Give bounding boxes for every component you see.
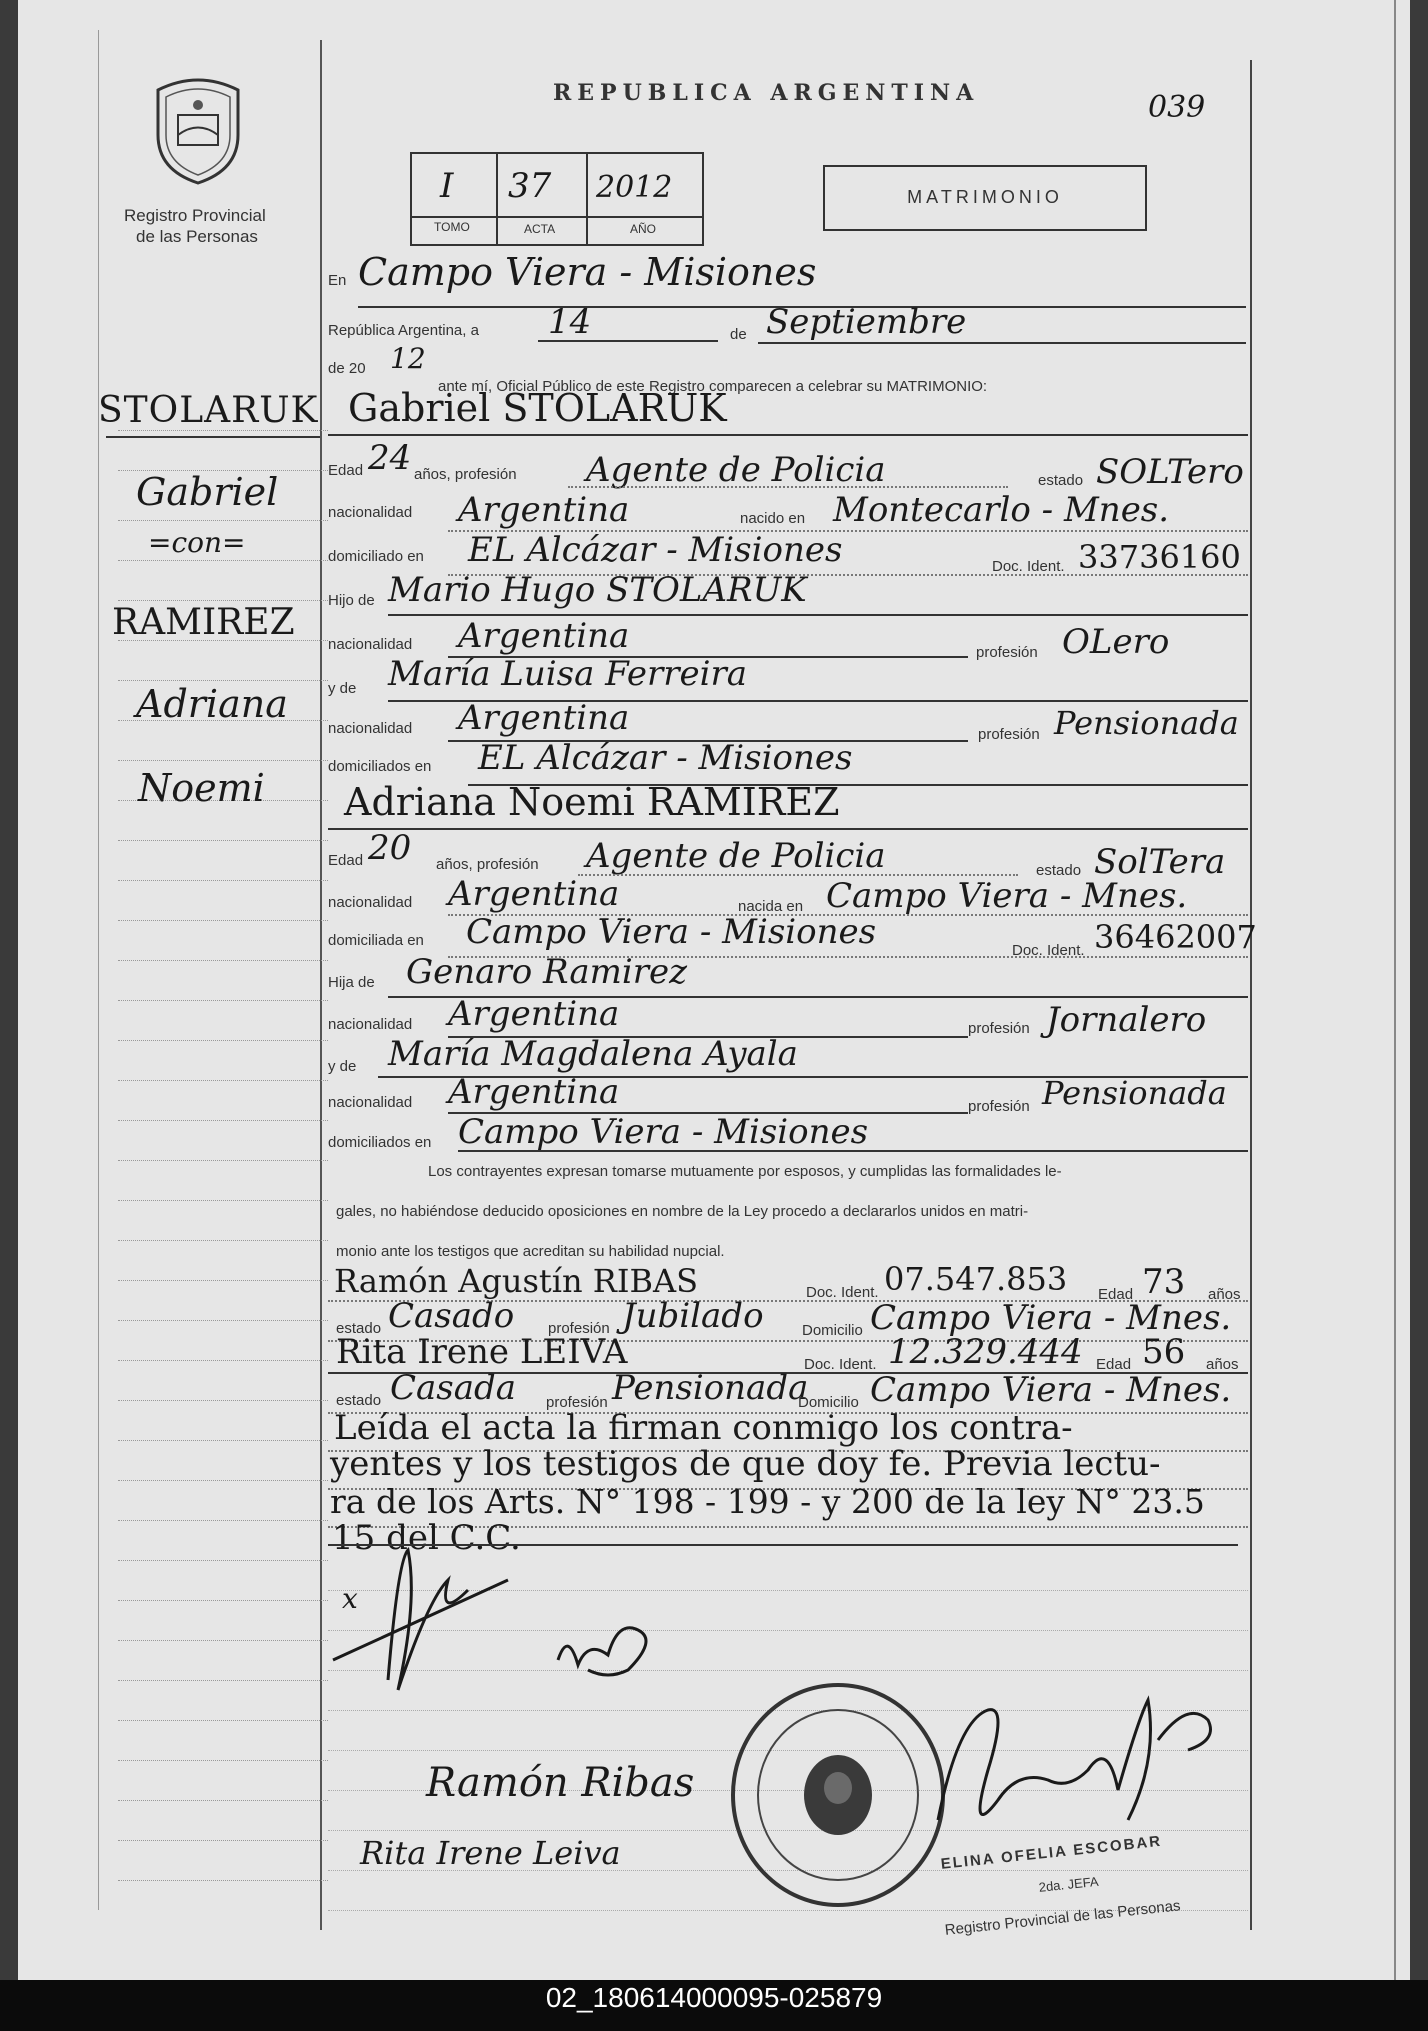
label-estado-2: estado bbox=[1036, 862, 1082, 879]
signature-mark-x: x bbox=[342, 1582, 358, 1615]
c2-age: 20 bbox=[368, 828, 412, 868]
c1-marital-status: SOLTero bbox=[1096, 452, 1244, 492]
signature-witness-2: Rita Irene Leiva bbox=[360, 1834, 621, 1872]
label-doc-ident-w1: Doc. Ident. bbox=[806, 1284, 879, 1301]
margin-surname-2: RAMIREZ bbox=[112, 602, 295, 643]
gutter-line bbox=[1394, 0, 1396, 1980]
country-heading: REPUBLICA ARGENTINA bbox=[553, 80, 980, 106]
c2-marital-status: SolTera bbox=[1094, 842, 1226, 882]
registry-name-line2: de las Personas bbox=[136, 227, 258, 246]
label-nacionalidad-c1-padre: nacionalidad bbox=[328, 636, 413, 653]
label-domicilio-w1: Domicilio bbox=[802, 1322, 863, 1339]
label-anos-w2: años bbox=[1206, 1356, 1239, 1373]
closing-line-2: yentes y los testigos de que doy fe. Previa lectu- bbox=[330, 1444, 1161, 1484]
c1-profession: Agente de Policia bbox=[586, 450, 886, 490]
c1-document-number: 33736160 bbox=[1078, 538, 1241, 576]
signature-contrayente-1 bbox=[328, 1540, 528, 1700]
margin-name-2: Adriana bbox=[136, 682, 288, 726]
label-profesion-c1-padre: profesión bbox=[976, 644, 1038, 661]
label-edad-w2: Edad bbox=[1096, 1356, 1132, 1373]
margin-con: =con= bbox=[148, 526, 246, 559]
contrayente-1-name: Gabriel STOLARUK bbox=[348, 386, 727, 430]
label-profesion-c1-madre: profesión bbox=[978, 726, 1040, 743]
label-profesion-c2-madre: profesión bbox=[968, 1098, 1030, 1115]
c1-domicile: EL Alcázar - Misiones bbox=[468, 530, 843, 570]
label-domiciliada-en: domiciliada en bbox=[328, 932, 424, 949]
signature-witness-1: Ramón Ribas bbox=[426, 1760, 695, 1806]
document-type-label: MATRIMONIO bbox=[907, 187, 1063, 207]
witness-1-name: Ramón Agustín RIBAS bbox=[334, 1262, 699, 1300]
label-estado-w1: estado bbox=[336, 1320, 382, 1337]
c1-birthplace: Montecarlo - Mnes. bbox=[833, 490, 1170, 530]
label-hijo-de: Hijo de bbox=[328, 592, 375, 609]
witness-2-age: 56 bbox=[1142, 1332, 1186, 1372]
label-edad-2: Edad bbox=[328, 852, 364, 869]
tomo-value: I bbox=[440, 166, 454, 206]
c2-father-profession: Jornalero bbox=[1046, 1000, 1207, 1040]
image-caption: 02_180614000095-025879 bbox=[545, 1982, 883, 2013]
margin-name-3: Noemi bbox=[138, 766, 265, 810]
label-doc-ident-2: Doc. Ident. bbox=[1012, 942, 1085, 959]
official-organization: Registro Provincial de las Personas bbox=[944, 1897, 1182, 1939]
label-anos-profesion-1: años, profesión bbox=[414, 466, 517, 483]
c1-nationality: Argentina bbox=[458, 490, 630, 530]
witness-2-name: Rita Irene LEIVA bbox=[336, 1332, 628, 1372]
provincial-seal-icon bbox=[148, 75, 248, 185]
label-nacionalidad-c2-padre: nacionalidad bbox=[328, 1016, 413, 1033]
c2-parents-domicile: Campo Viera - Misiones bbox=[458, 1112, 869, 1152]
label-nacido-en: nacido en bbox=[740, 510, 806, 527]
label-profesion-w2: profesión bbox=[546, 1394, 608, 1411]
witness-2-profession: Pensionada bbox=[612, 1368, 809, 1408]
margin-name-1: Gabriel bbox=[136, 470, 279, 514]
label-domiciliados-en-2: domiciliados en bbox=[328, 1134, 432, 1151]
label-edad-1: Edad bbox=[328, 462, 364, 479]
label-anos-w1: años bbox=[1208, 1286, 1241, 1303]
label-republica: República Argentina, a bbox=[328, 322, 479, 339]
label-doc-ident-w2: Doc. Ident. bbox=[804, 1356, 877, 1373]
c2-father: Genaro Ramirez bbox=[406, 952, 688, 992]
closing-line-3: ra de los Arts. N° 198 - 199 - y 200 de la ley N° 23.5 bbox=[330, 1482, 1205, 1521]
page-number: 039 bbox=[1148, 90, 1206, 125]
c1-mother-nationality: Argentina bbox=[458, 698, 630, 738]
c1-father-nationality: Argentina bbox=[458, 616, 630, 656]
witness-2-document: 12.329.444 bbox=[888, 1332, 1083, 1372]
signature-official bbox=[918, 1680, 1238, 1860]
closing-line-4: 15 del C.C. bbox=[332, 1518, 521, 1558]
label-y-de-1: y de bbox=[328, 680, 357, 697]
c2-mother-nationality: Argentina bbox=[448, 1072, 620, 1112]
label-profesion-w1: profesión bbox=[548, 1320, 610, 1337]
c2-mother: María Magdalena Ayala bbox=[388, 1034, 798, 1074]
acta-value: 37 bbox=[508, 166, 552, 206]
signature-contrayente-2 bbox=[548, 1610, 668, 1690]
official-title: 2da. JEFA bbox=[1038, 1873, 1100, 1895]
witness-1-profession: Jubilado bbox=[622, 1296, 764, 1336]
label-estado-1: estado bbox=[1038, 472, 1084, 489]
label-en: En bbox=[328, 272, 347, 289]
registry-name-line1: Registro Provincial bbox=[124, 206, 266, 225]
c2-domicile: Campo Viera - Misiones bbox=[466, 912, 877, 952]
ano-value: 2012 bbox=[596, 170, 673, 205]
witness-1-age: 73 bbox=[1142, 1262, 1186, 1302]
entry-year-suffix: 12 bbox=[390, 342, 426, 375]
tomo-label: TOMO bbox=[434, 220, 470, 234]
label-ante: ante mí, Oficial Público de este Registro comparecen a celebrar su MATRIMONIO: bbox=[438, 378, 988, 395]
body-text-line-2: gales, no habiéndose deducido oposiciones en nombre de la Ley procedo a declararlos unidos en matri- bbox=[336, 1203, 1029, 1220]
body-text-line-3: monio ante los testigos que acreditan su habilidad nupcial. bbox=[336, 1243, 725, 1260]
c1-mother: María Luisa Ferreira bbox=[388, 654, 748, 694]
c2-nationality: Argentina bbox=[448, 874, 620, 914]
label-nacionalidad-1: nacionalidad bbox=[328, 504, 413, 521]
label-de: de bbox=[730, 326, 747, 343]
document-page bbox=[18, 0, 1410, 1980]
left-border-line bbox=[98, 30, 99, 1910]
ano-label: AÑO bbox=[630, 222, 657, 236]
entry-place: Campo Viera - Misiones bbox=[358, 250, 817, 294]
label-nacionalidad-c2-madre: nacionalidad bbox=[328, 1094, 413, 1111]
margin-divider-line bbox=[320, 40, 322, 1930]
margin-surname-1: STOLARUK bbox=[98, 390, 319, 431]
label-y-de-2: y de bbox=[328, 1058, 357, 1075]
label-estado-w2: estado bbox=[336, 1392, 382, 1409]
c2-birthplace: Campo Viera - Mnes. bbox=[826, 876, 1188, 916]
label-nacionalidad-c1-madre: nacionalidad bbox=[328, 720, 413, 737]
witness-2-domicile: Campo Viera - Mnes. bbox=[870, 1370, 1232, 1410]
acta-label: ACTA bbox=[524, 222, 556, 236]
c2-profession: Agente de Policia bbox=[586, 836, 886, 876]
witness-1-status: Casado bbox=[388, 1296, 515, 1336]
label-de-20: de 20 bbox=[328, 360, 366, 377]
official-name: ELINA OFELIA ESCOBAR bbox=[940, 1832, 1163, 1873]
closing-line-1: Leída el acta la firman conmigo los contra- bbox=[334, 1408, 1073, 1448]
c2-mother-profession: Pensionada bbox=[1042, 1074, 1227, 1112]
label-nacida-en: nacida en bbox=[738, 898, 804, 915]
label-nacionalidad-2: nacionalidad bbox=[328, 894, 413, 911]
witness-1-document: 07.547.853 bbox=[884, 1260, 1068, 1298]
entry-day: 14 bbox=[548, 302, 592, 342]
c1-parents-domicile: EL Alcázar - Misiones bbox=[478, 738, 853, 778]
right-border-line bbox=[1250, 60, 1252, 1930]
c2-father-nationality: Argentina bbox=[448, 994, 620, 1034]
entry-month: Septiembre bbox=[766, 302, 967, 342]
c1-father: Mario Hugo STOLARUK bbox=[388, 570, 807, 610]
label-domiciliado-en-1: domiciliado en bbox=[328, 548, 424, 565]
c1-mother-profession: Pensionada bbox=[1054, 704, 1239, 742]
witness-1-domicile: Campo Viera - Mnes. bbox=[870, 1298, 1232, 1338]
label-domicilio-w2: Domicilio bbox=[798, 1394, 859, 1411]
c1-father-profession: OLero bbox=[1062, 622, 1170, 662]
label-profesion-c2-padre: profesión bbox=[968, 1020, 1030, 1037]
c1-age: 24 bbox=[368, 438, 412, 478]
body-text-line-1: Los contrayentes expresan tomarse mutuamente por esposos, y cumplidas las formalidades le- bbox=[428, 1163, 1062, 1180]
label-doc-ident-1: Doc. Ident. bbox=[992, 558, 1065, 575]
label-domiciliados-en-1: domiciliados en bbox=[328, 758, 432, 775]
document-type-box bbox=[823, 165, 1147, 231]
label-edad-w1: Edad bbox=[1098, 1286, 1134, 1303]
contrayente-2-name: Adriana Noemi RAMIREZ bbox=[344, 780, 840, 824]
c2-document-number: 36462007 bbox=[1094, 918, 1257, 956]
label-hija-de: Hija de bbox=[328, 974, 375, 991]
witness-2-status: Casada bbox=[390, 1368, 517, 1408]
label-anos-profesion-2: años, profesión bbox=[436, 856, 539, 873]
record-number-box bbox=[410, 152, 704, 246]
